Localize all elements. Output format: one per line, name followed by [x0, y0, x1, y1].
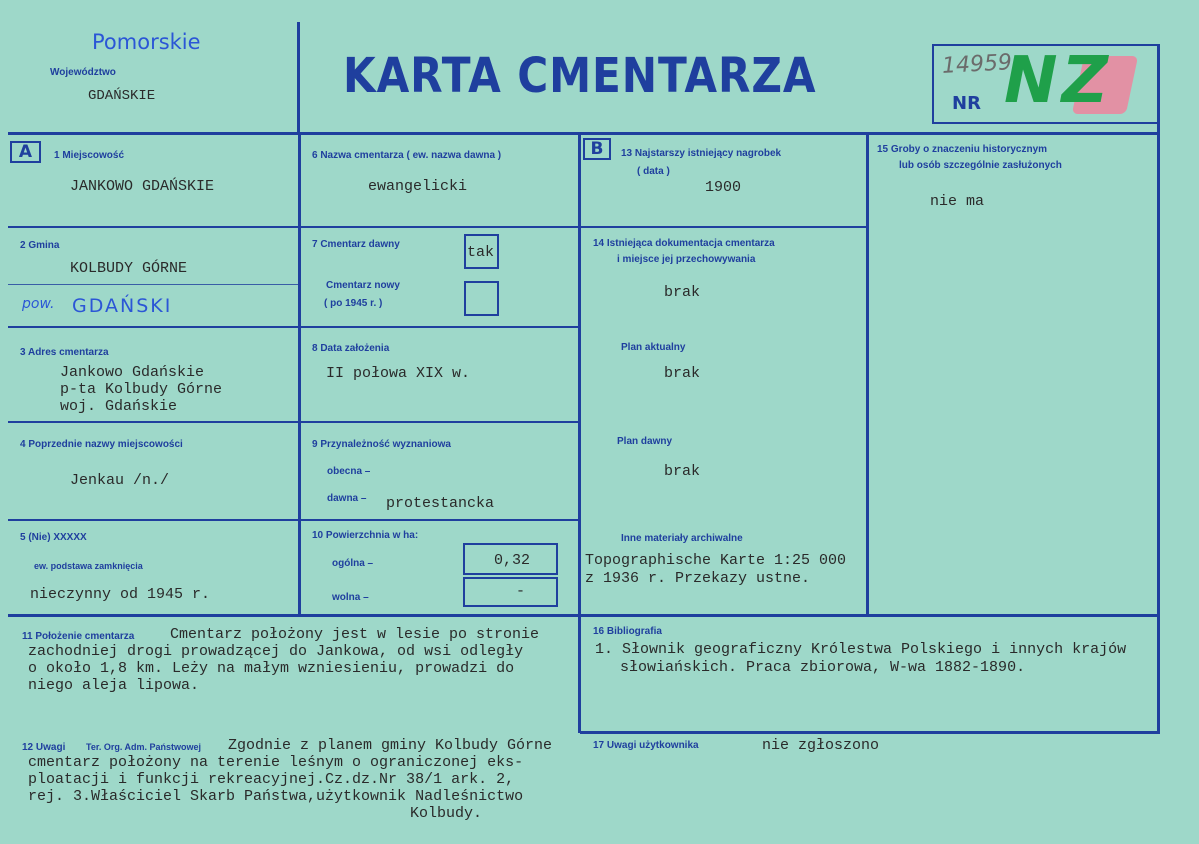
section-b-badge: B: [583, 138, 611, 160]
field-14-label: 14 Istniejąca dokumentacja cmentarza: [593, 238, 775, 249]
field-12-label: 12 Uwagi: [22, 742, 66, 753]
field-11-line-4: niego aleja lipowa.: [28, 677, 200, 694]
field-10-label: 10 Powierzchnia w ha:: [312, 530, 419, 541]
field-5-label: 5 (Nie) XXXXX: [20, 532, 87, 543]
field-15-value: nie ma: [930, 193, 985, 210]
field-10-free-value: -: [516, 583, 526, 600]
field-11-line-1: Cmentarz położony jest w lesie po stronie: [170, 626, 540, 643]
field-9-label: 9 Przynależność wyznaniowa: [312, 439, 451, 450]
field-10-free-label: wolna –: [332, 592, 369, 603]
rule-row-a1: [8, 226, 578, 228]
field-5-sublabel: ew. podstawa zamknięcia: [34, 561, 143, 571]
number-label: NR: [952, 93, 981, 114]
field-6-label: 6 Nazwa cmentarza ( ew. nazwa dawna ): [312, 150, 502, 161]
field-8-value: II połowa XIX w.: [326, 365, 471, 382]
rule-row-lower: [580, 731, 1159, 734]
field-9-former-value: protestancka: [386, 495, 495, 512]
field-10-total-value: 0,32: [494, 552, 531, 569]
section-a-badge: A: [10, 141, 41, 163]
field-10-free-box: [463, 577, 558, 607]
field-2-pow-prefix: pow.: [22, 296, 55, 312]
field-2-label: 2 Gmina: [20, 240, 60, 251]
rule-row-mid: [8, 614, 1159, 617]
field-14-other-line-2: z 1936 r. Przekazy ustne.: [585, 570, 811, 587]
rule-col2: [578, 133, 581, 733]
field-2-pow-value: GDAŃSKI: [72, 295, 173, 317]
field-11-label: 11 Położenie cmentarza: [22, 631, 135, 642]
field-14-other-line-1: Topographische Karte 1:25 000: [585, 552, 847, 569]
rule-gmina-sub: [8, 284, 298, 285]
field-7-old-label: 7 Cmentarz dawny: [312, 239, 400, 250]
field-14-plan-current-label: Plan aktualny: [621, 342, 686, 353]
field-4-label: 4 Poprzednie nazwy miejscowości: [20, 439, 183, 450]
field-16-label: 16 Bibliografia: [593, 626, 662, 637]
field-12-line-1: Zgodnie z planem gminy Kolbudy Górne: [228, 737, 553, 754]
field-17-value: nie zgłoszono: [762, 737, 880, 754]
number-stamp: [1000, 44, 1140, 125]
field-13-value: 1900: [705, 179, 742, 196]
field-12-line-3: ploatacji i funkcji rekreacyjnej.Cz.dz.Nr 38/1 ark. 2,: [28, 771, 515, 788]
rule-header-bottom: [8, 132, 1159, 135]
rule-row-a2: [8, 326, 578, 328]
field-5-value: nieczynny od 1945 r.: [30, 586, 211, 603]
stamp-letters: NZ: [1004, 44, 1112, 118]
field-15-sublabel: lub osób szczególnie zasłużonych: [899, 160, 1062, 171]
field-17-label: 17 Uwagi użytkownika: [593, 740, 699, 751]
field-3-line-3: woj. Gdańskie: [60, 398, 178, 415]
field-13-label: 13 Najstarszy istniejący nagrobek: [621, 148, 782, 159]
rule-title-divider: [297, 22, 300, 132]
field-1-label: 1 Miejscowość: [54, 150, 125, 161]
field-12-line-5: Kolbudy.: [410, 805, 483, 822]
rule-row-b1: [580, 226, 868, 228]
field-14-plan-current-value: brak: [664, 365, 701, 382]
region-stamp: Pomorskie: [92, 30, 201, 54]
field-12-line-4: rej. 3.Właściciel Skarb Państwa,użytkownik Nadleśnictwo: [28, 788, 524, 805]
field-9-former-label: dawna –: [327, 493, 367, 504]
field-12-line-2: cmentarz położony na terenie leśnym o ograniczonej eks-: [28, 754, 524, 771]
field-14-plan-old-value: brak: [664, 463, 701, 480]
field-3-line-1: Jankowo Gdańskie: [60, 364, 205, 381]
field-8-label: 8 Data założenia: [312, 343, 390, 354]
field-3-label: 3 Adres cmentarza: [20, 347, 109, 358]
field-7-old-value: tak: [467, 244, 495, 261]
field-12-sublabel: Ter. Org. Adm. Państwowej: [86, 742, 202, 752]
page-title: KARTA CMENTARZA: [343, 48, 817, 104]
field-15-label: 15 Groby o znaczeniu historycznym: [877, 144, 1048, 155]
field-9-current-label: obecna –: [327, 466, 371, 477]
field-16-line-2: słowiańskich. Praca zbiorowa, W-wa 1882-1890.: [620, 659, 1026, 676]
rule-col1: [298, 133, 301, 615]
field-1-value: JANKOWO GDAŃSKIE: [70, 178, 215, 195]
field-11-line-2: zachodniej drogi prowadzącej do Jankowa, od wsi odległy: [28, 643, 524, 660]
field-14-sublabel: i miejsce jej przechowywania: [617, 254, 756, 265]
field-16-line-1: 1. Słownik geograficzny Królestwa Polskiego i innych krajów: [595, 641, 1127, 658]
number-handwritten: 14959: [941, 50, 1013, 79]
field-7-new-label: Cmentarz nowy: [326, 280, 400, 291]
rule-col3: [866, 133, 869, 615]
field-11-line-3: o około 1,8 km. Leży na małym wzniesieniu, prowadzi do: [28, 660, 515, 677]
field-6-value: ewangelicki: [368, 178, 468, 195]
field-14-value: brak: [664, 284, 701, 301]
field-13-sublabel: ( data ): [637, 166, 670, 177]
field-4-value: Jenkau /n./: [70, 472, 170, 489]
rule-right-edge: [1157, 44, 1160, 734]
field-14-plan-old-label: Plan dawny: [617, 436, 673, 447]
field-7-new-sublabel: ( po 1945 r. ): [324, 298, 383, 309]
field-2-value: KOLBUDY GÓRNE: [70, 260, 188, 277]
field-14-other-label: Inne materiały archiwalne: [621, 533, 743, 544]
rule-row-a3: [8, 421, 578, 423]
voivodeship-value: GDAŃSKIE: [88, 88, 156, 104]
field-3-line-2: p-ta Kolbudy Górne: [60, 381, 223, 398]
field-7-new-box: [464, 281, 499, 316]
rule-row-a4: [8, 519, 578, 521]
voivodeship-label: Województwo: [50, 67, 116, 78]
field-10-total-label: ogólna –: [332, 558, 374, 569]
